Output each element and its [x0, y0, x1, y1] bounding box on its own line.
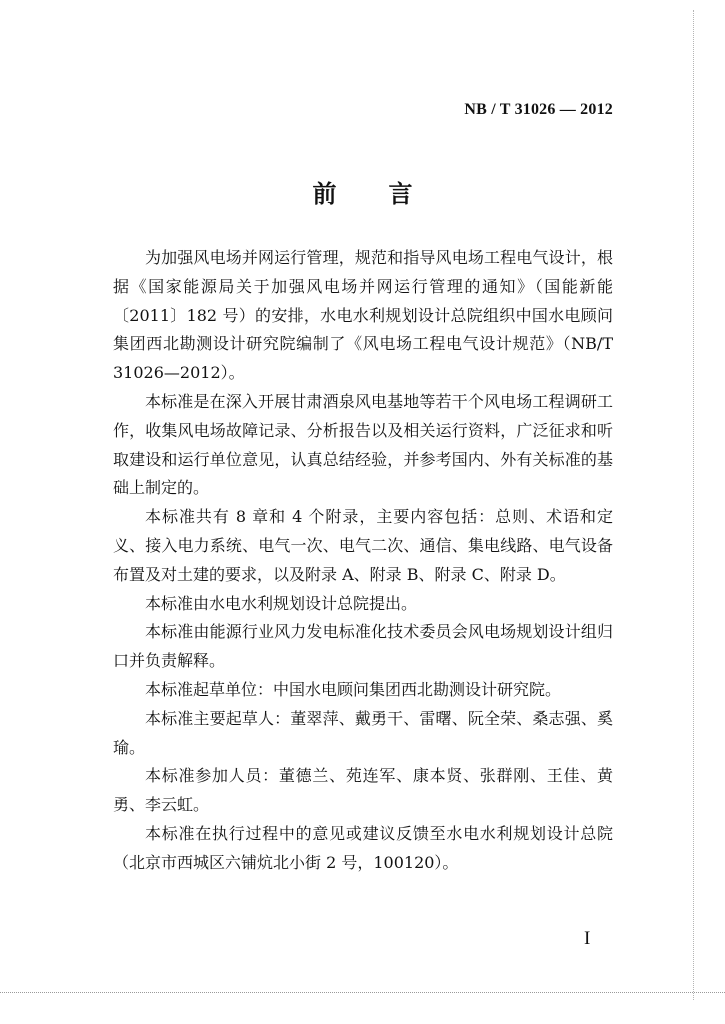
- page-number: I: [584, 928, 591, 949]
- title-char-2: 言: [388, 179, 413, 208]
- title-char-1: 前: [312, 179, 337, 208]
- paragraph-interpretation: 本标准由能源行业风力发电标准化技术委员会风电场规划设计组归口并负责解释。: [113, 622, 613, 671]
- paragraph-drafting-unit: 本标准起草单位：中国水电顾问集团西北勘测设计研究院。: [145, 679, 562, 699]
- paragraph-participants: 本标准参加人员：董德兰、苑连军、康本贤、张群刚、王佳、黄勇、李云虹。: [113, 766, 613, 815]
- paragraph-proposer: 本标准由水电水利规划设计总院提出。: [145, 593, 418, 613]
- page-title: [0, 174, 725, 209]
- paragraph-basis: 本标准是在深入开展甘肃酒泉风电基地等若干个风电场工程调研工作，收集风电场故障记录、分析报告以及相关运行资料，广泛征求和听取建设和运行单位意见，认真总结经验，并参考国内、外有关标准的基础上制定的。: [113, 391, 613, 498]
- paragraph-contents: 本标准共有 8 章和 4 个附录，主要内容包括：总则、术语和定义、接入电力系统、电气一次、电气二次、通信、集电线路、电气设备布置及对土建的要求，以及附录 A、附录 B、附录 C、附录 D。: [113, 507, 613, 584]
- scan-edge-bottom: [0, 992, 725, 993]
- paragraph-feedback: 本标准在执行过程中的意见或建议反馈至水电水利规划设计总院（北京市西城区六铺炕北小街 2 号，100120）。: [113, 823, 613, 872]
- standard-number-header: NB / T 31026 — 2012: [464, 101, 613, 118]
- paragraph-purpose: 为加强风电场并网运行管理，规范和指导风电场工程电气设计，根据《国家能源局关于加强风电场并网运行管理的通知》（国能新能〔2011〕182 号）的安排，水电水利规划设计总院组织中国水电顾问集团西北勘测设计研究院编制了《风电场工程电气设计规范》（NB/T 31026—2012）。: [113, 248, 613, 383]
- scan-edge-right: [693, 10, 694, 1000]
- paragraph-main-drafters: 本标准主要起草人：董翠萍、戴勇干、雷曙、阮全荣、桑志强、奚瑜。: [113, 708, 613, 757]
- foreword-body: [113, 244, 613, 878]
